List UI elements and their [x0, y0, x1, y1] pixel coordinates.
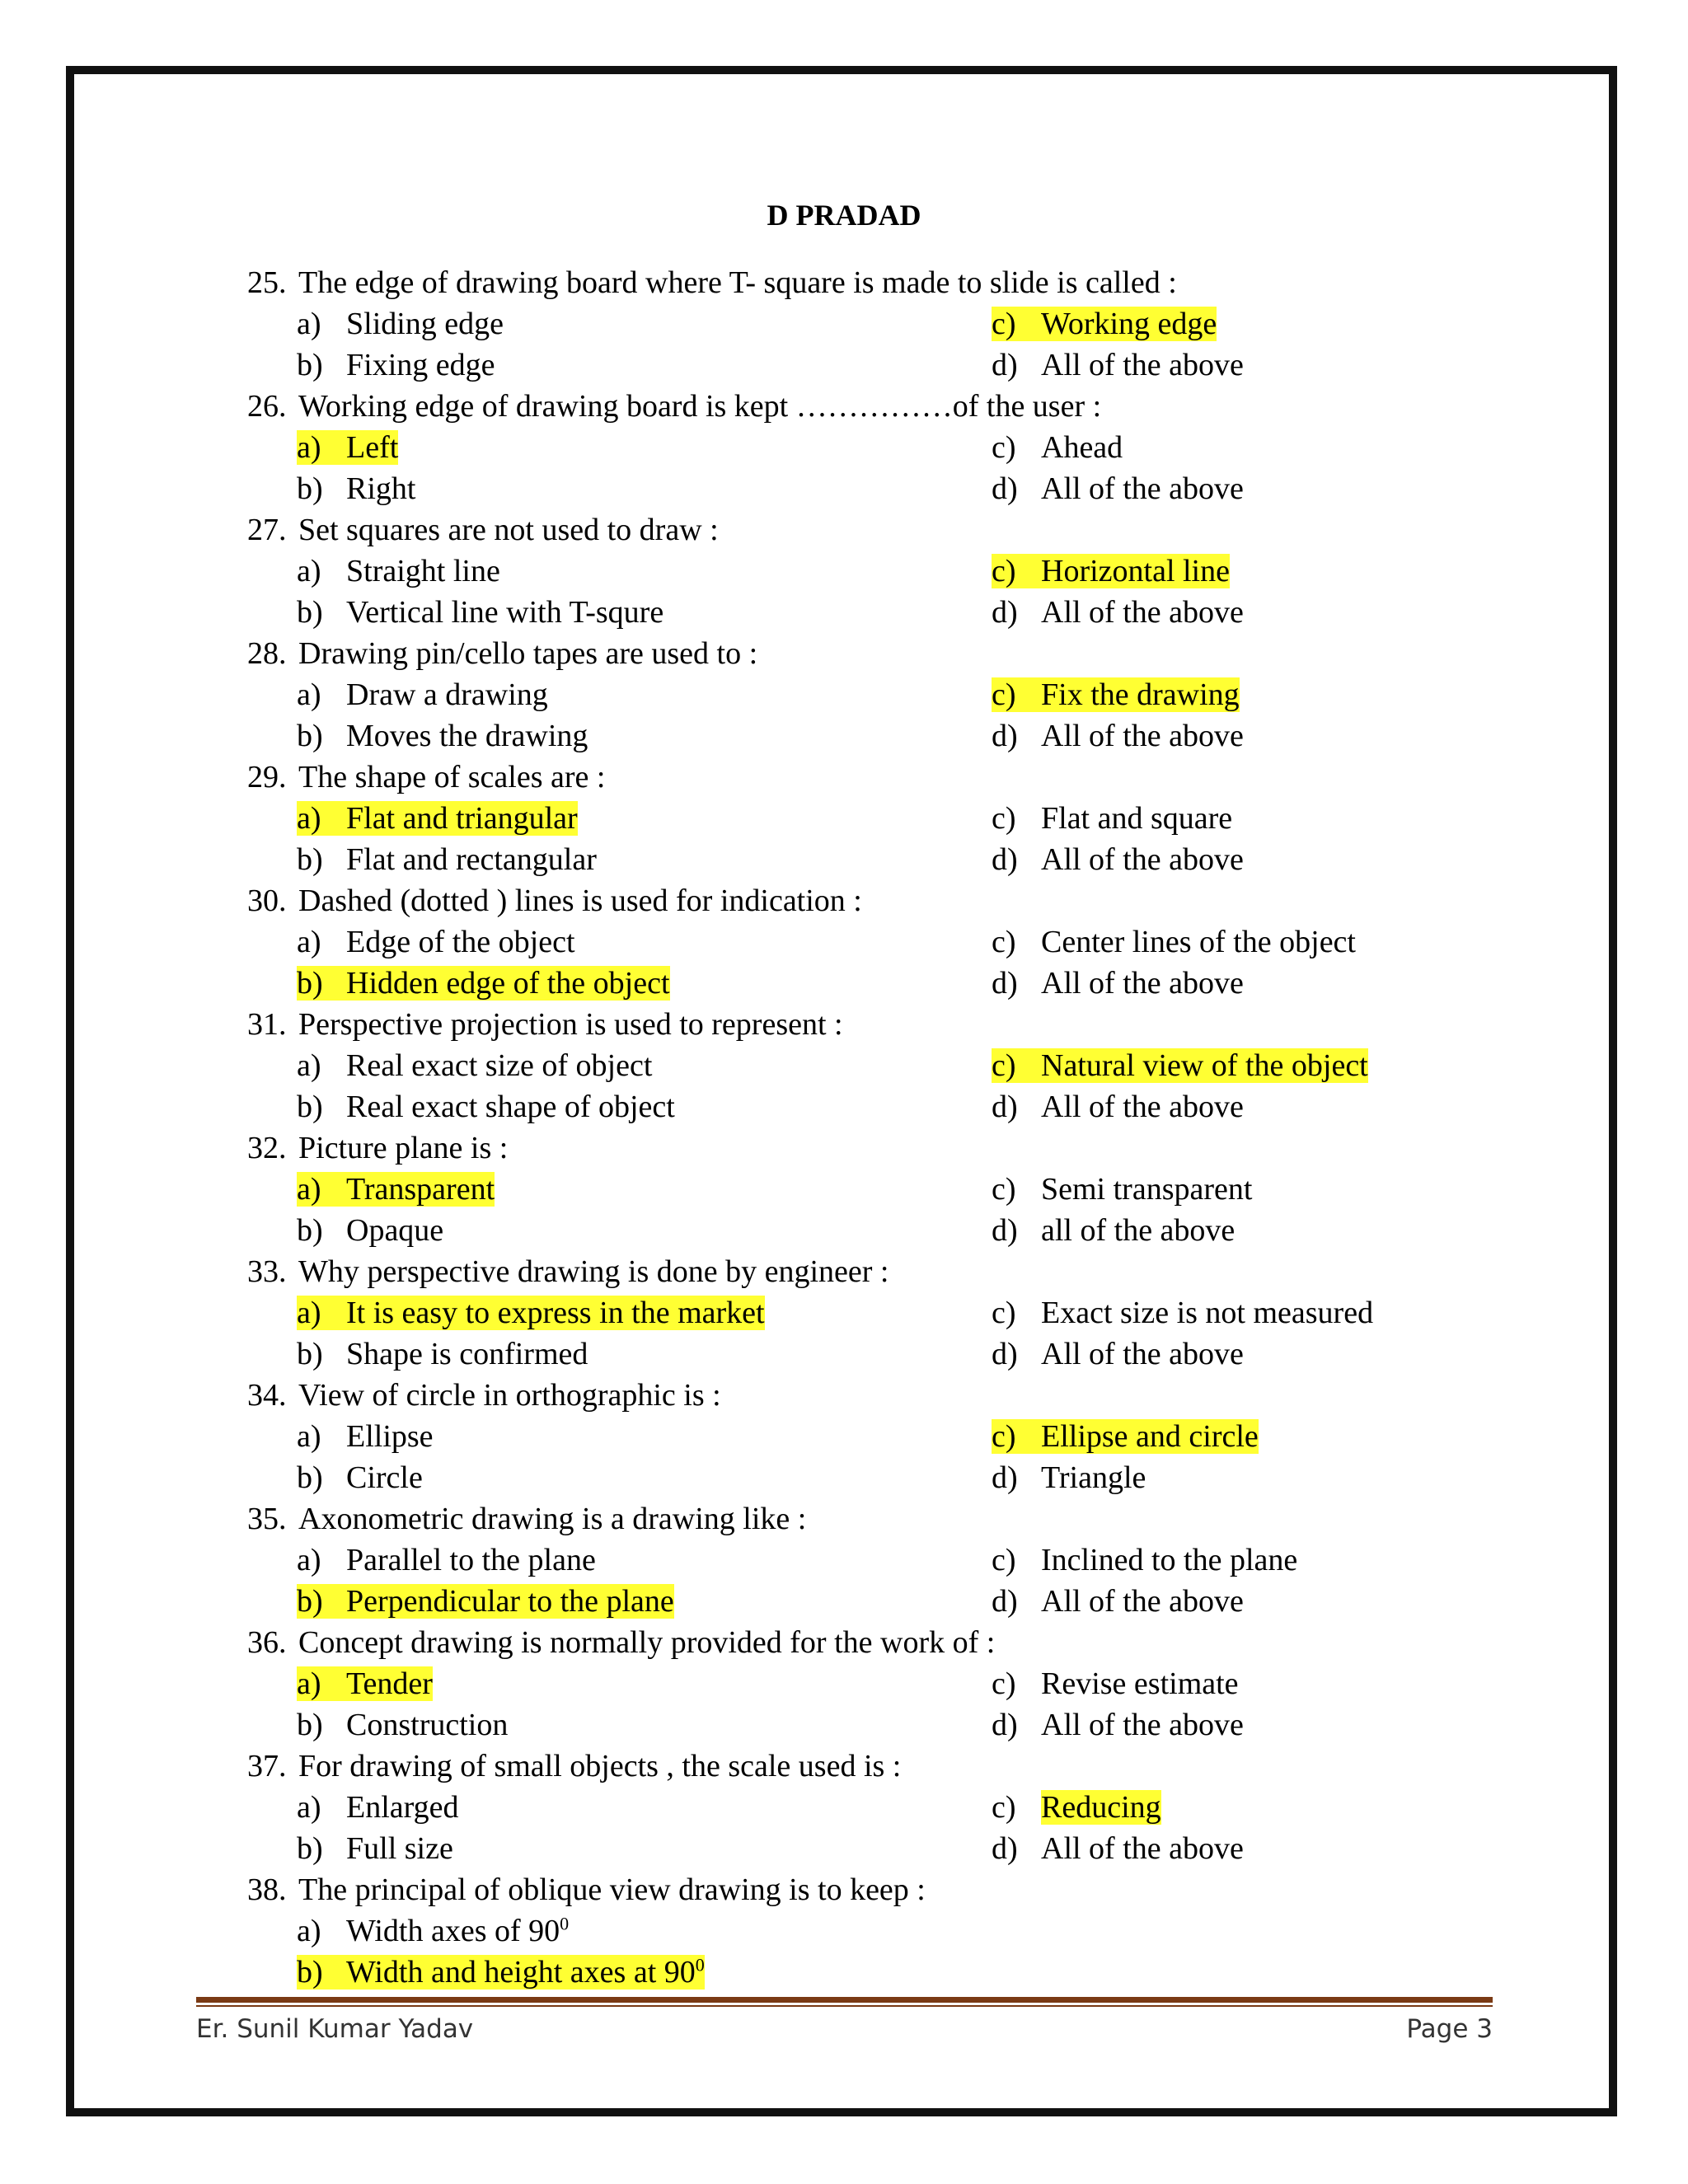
- option-letter: b): [297, 1090, 323, 1124]
- question-number: 34.: [247, 1378, 287, 1413]
- question-29: [247, 757, 1484, 798]
- option-text: Flat and rectangular: [346, 842, 597, 877]
- option-c: [992, 798, 1232, 839]
- option-letter: b): [297, 1831, 323, 1866]
- option-letter: c): [992, 1666, 1016, 1701]
- question-33: [247, 1251, 1484, 1292]
- option-d: [992, 1581, 1244, 1622]
- option-row: [247, 1292, 1484, 1333]
- option-b: [297, 344, 495, 386]
- option-letter: b): [297, 1337, 323, 1371]
- option-letter: b): [297, 1584, 323, 1619]
- question-34: [247, 1375, 1484, 1416]
- option-text: All of the above: [1041, 1831, 1244, 1866]
- option-row: [247, 1210, 1484, 1251]
- option-row: [247, 1663, 1484, 1704]
- option-c: [992, 427, 1123, 468]
- question-38: [247, 1869, 1484, 1910]
- question-number: 31.: [247, 1007, 287, 1042]
- option-row: [247, 715, 1484, 757]
- question-35: [247, 1498, 1484, 1540]
- option-c: [992, 1416, 1259, 1457]
- question-text: Concept drawing is normally provided for the work of :: [298, 1625, 996, 1660]
- option-letter: b): [297, 1708, 323, 1742]
- question-32: [247, 1127, 1484, 1169]
- question-text: For drawing of small objects , the scale used is :: [298, 1749, 902, 1783]
- option-letter: d): [992, 842, 1018, 877]
- option-d: [992, 1086, 1244, 1127]
- option-letter: c): [992, 554, 1016, 588]
- option-d: [992, 1333, 1244, 1375]
- option-text: Moves the drawing: [346, 719, 588, 753]
- option-b: [297, 1086, 675, 1127]
- answer-text: Working edge: [1041, 307, 1217, 341]
- option-b: [297, 468, 415, 509]
- question-number: 36.: [247, 1625, 287, 1660]
- option-letter: c): [992, 1419, 1016, 1454]
- option-letter: a): [297, 801, 321, 836]
- answer-text: Flat and triangular: [346, 801, 578, 836]
- option-letter: d): [992, 966, 1018, 1001]
- option-text: Flat and square: [1041, 801, 1233, 836]
- option-letter: a): [297, 430, 321, 465]
- option-letter: c): [992, 1296, 1016, 1330]
- option-text: Edge of the object: [346, 925, 575, 959]
- answer-text: Width and height axes at 90: [346, 1955, 696, 1990]
- question-28: [247, 633, 1484, 674]
- answer-text: Reducing: [1041, 1790, 1161, 1825]
- option-text: Construction: [346, 1708, 509, 1742]
- option-text: Vertical line with T-squre: [346, 595, 664, 630]
- option-row: [247, 1704, 1484, 1746]
- page-heading: D PRADAD: [767, 199, 921, 232]
- question-text: Perspective projection is used to represent :: [298, 1007, 843, 1042]
- option-text: Straight line: [346, 554, 500, 588]
- option-row: [247, 674, 1484, 715]
- option-a: [297, 1787, 458, 1828]
- answer-text: Fix the drawing: [1041, 677, 1240, 712]
- answer-text: Tender: [346, 1666, 433, 1701]
- option-letter: b): [297, 1460, 323, 1495]
- question-text: Set squares are not used to draw :: [298, 513, 719, 547]
- footer-divider: [196, 1997, 1493, 2003]
- option-letter: a): [297, 1543, 321, 1577]
- question-number: 38.: [247, 1872, 287, 1907]
- option-d: [992, 1828, 1244, 1869]
- option-b: [297, 1828, 453, 1869]
- option-letter: b): [297, 1213, 323, 1248]
- option-text: Triangle: [1041, 1460, 1146, 1495]
- option-letter: c): [992, 1048, 1016, 1083]
- question-36: [247, 1622, 1484, 1663]
- option-letter: d): [992, 719, 1018, 753]
- option-letter: d): [992, 1460, 1018, 1495]
- option-letter: c): [992, 677, 1016, 712]
- question-text: Why perspective drawing is done by engineer :: [298, 1254, 889, 1289]
- option-b: [297, 1333, 588, 1375]
- option-letter: c): [992, 307, 1016, 341]
- option-a: [297, 1540, 596, 1581]
- option-letter: a): [297, 925, 321, 959]
- option-letter: b): [297, 595, 323, 630]
- option-a: [297, 674, 548, 715]
- question-text: The principal of oblique view drawing is to keep :: [298, 1872, 926, 1907]
- answer-text: Hidden edge of the object: [346, 966, 670, 1001]
- question-text: Axonometric drawing is a drawing like :: [298, 1502, 807, 1536]
- option-letter: a): [297, 1172, 321, 1207]
- answer-text: Transparent: [346, 1172, 495, 1207]
- option-text: Draw a drawing: [346, 677, 548, 712]
- option-text: All of the above: [1041, 842, 1244, 877]
- option-text: All of the above: [1041, 1584, 1244, 1619]
- option-d: [992, 344, 1244, 386]
- option-text: Parallel to the plane: [346, 1543, 596, 1577]
- option-c: [992, 674, 1240, 715]
- answer-text: It is easy to express in the market: [346, 1296, 765, 1330]
- question-30: [247, 880, 1484, 921]
- question-31: [247, 1004, 1484, 1045]
- option-a: [297, 427, 398, 468]
- superscript: 0: [560, 1913, 570, 1934]
- option-b: [297, 963, 670, 1004]
- option-text: Right: [346, 471, 416, 506]
- option-text: Center lines of the object: [1041, 925, 1356, 959]
- option-letter: a): [297, 1914, 321, 1948]
- option-d: [992, 1457, 1146, 1498]
- option-text: All of the above: [1041, 719, 1244, 753]
- option-row: [247, 427, 1484, 468]
- option-letter: b): [297, 966, 323, 1001]
- option-text: Real exact size of object: [346, 1048, 653, 1083]
- option-a: [297, 1416, 434, 1457]
- option-text: Ahead: [1041, 430, 1123, 465]
- option-c: [992, 1663, 1239, 1704]
- option-text: Sliding edge: [346, 307, 504, 341]
- option-text: Full size: [346, 1831, 453, 1866]
- option-b: [297, 1952, 705, 1993]
- option-a: [297, 1910, 569, 1952]
- option-a: [297, 1169, 495, 1210]
- option-letter: c): [992, 430, 1016, 465]
- option-text: Shape is confirmed: [346, 1337, 588, 1371]
- footer-author: Er. Sunil Kumar Yadav: [196, 2014, 474, 2044]
- option-text: All of the above: [1041, 1708, 1244, 1742]
- option-text: Real exact shape of object: [346, 1090, 675, 1124]
- option-letter: d): [992, 348, 1018, 382]
- option-row: [247, 1457, 1484, 1498]
- question-number: 35.: [247, 1502, 287, 1536]
- option-row: [247, 1787, 1484, 1828]
- option-letter: b): [297, 1955, 323, 1990]
- option-b: [297, 1581, 674, 1622]
- option-text: All of the above: [1041, 1090, 1244, 1124]
- option-b: [297, 839, 597, 880]
- question-number: 32.: [247, 1131, 287, 1165]
- option-c: [992, 921, 1356, 963]
- option-text: Enlarged: [346, 1790, 459, 1825]
- question-list: [247, 262, 1484, 1993]
- option-letter: c): [992, 925, 1016, 959]
- option-a: [297, 1292, 765, 1333]
- option-letter: a): [297, 677, 321, 712]
- option-b: [297, 592, 663, 633]
- option-row: [247, 839, 1484, 880]
- option-letter: c): [992, 1790, 1016, 1825]
- option-a: [297, 551, 500, 592]
- question-number: 27.: [247, 513, 287, 547]
- option-letter: a): [297, 1419, 321, 1454]
- question-text: Working edge of drawing board is kept ……………of the user :: [298, 389, 1102, 424]
- option-letter: c): [992, 801, 1016, 836]
- option-d: [992, 468, 1244, 509]
- option-text: Ellipse: [346, 1419, 434, 1454]
- option-letter: d): [992, 1584, 1018, 1619]
- option-text: all of the above: [1041, 1213, 1236, 1248]
- question-number: 28.: [247, 636, 287, 671]
- option-letter: b): [297, 471, 323, 506]
- option-row: [247, 963, 1484, 1004]
- option-letter: b): [297, 719, 323, 753]
- option-c: [992, 1292, 1373, 1333]
- option-c: [992, 1169, 1252, 1210]
- answer-text: Natural view of the object: [1041, 1048, 1368, 1083]
- option-c: [992, 551, 1230, 592]
- option-letter: b): [297, 348, 323, 382]
- footer-divider-thin: [196, 2005, 1493, 2007]
- option-a: [297, 303, 504, 344]
- option-row: [247, 1828, 1484, 1869]
- option-text: Inclined to the plane: [1041, 1543, 1298, 1577]
- option-letter: a): [297, 554, 321, 588]
- question-text: View of circle in orthographic is :: [298, 1378, 721, 1413]
- option-text: All of the above: [1041, 1337, 1244, 1371]
- option-row: [247, 921, 1484, 963]
- option-letter: a): [297, 1048, 321, 1083]
- option-d: [992, 715, 1244, 757]
- option-letter: c): [992, 1172, 1016, 1207]
- option-row: [247, 1540, 1484, 1581]
- option-text: All of the above: [1041, 595, 1244, 630]
- question-text: The edge of drawing board where T- square is made to slide is called :: [298, 265, 1177, 300]
- question-number: 26.: [247, 389, 287, 424]
- option-a: [297, 1663, 433, 1704]
- option-a: [297, 1045, 652, 1086]
- question-text: Picture plane is :: [298, 1131, 509, 1165]
- answer-text: Ellipse and circle: [1041, 1419, 1259, 1454]
- option-c: [992, 1540, 1297, 1581]
- option-row: [247, 1333, 1484, 1375]
- option-row: [247, 1581, 1484, 1622]
- option-letter: b): [297, 842, 323, 877]
- option-text: Semi transparent: [1041, 1172, 1253, 1207]
- option-letter: c): [992, 1543, 1016, 1577]
- option-letter: d): [992, 595, 1018, 630]
- option-b: [297, 1704, 508, 1746]
- option-letter: d): [992, 471, 1018, 506]
- option-text: All of the above: [1041, 966, 1244, 1001]
- option-row: [247, 1952, 1484, 1993]
- question-25: [247, 262, 1484, 303]
- option-a: [297, 921, 575, 963]
- option-letter: d): [992, 1213, 1018, 1248]
- option-row: [247, 1910, 1484, 1952]
- option-row: [247, 592, 1484, 633]
- question-number: 30.: [247, 883, 287, 918]
- option-row: [247, 1416, 1484, 1457]
- option-row: [247, 1086, 1484, 1127]
- option-row: [247, 1045, 1484, 1086]
- option-letter: d): [992, 1708, 1018, 1742]
- option-letter: d): [992, 1090, 1018, 1124]
- option-row: [247, 1169, 1484, 1210]
- option-d: [992, 963, 1244, 1004]
- option-b: [297, 715, 588, 757]
- option-letter: a): [297, 307, 321, 341]
- footer-page-number: Page 3: [1406, 2014, 1493, 2044]
- option-text: All of the above: [1041, 348, 1244, 382]
- option-letter: d): [992, 1831, 1018, 1866]
- option-text: Width axes of 90: [346, 1914, 560, 1948]
- option-c: [992, 303, 1217, 344]
- option-text: Opaque: [346, 1213, 444, 1248]
- option-row: [247, 468, 1484, 509]
- question-text: The shape of scales are :: [298, 760, 606, 794]
- question-text: Dashed (dotted ) lines is used for indication :: [298, 883, 862, 918]
- option-a: [297, 798, 578, 839]
- option-row: [247, 303, 1484, 344]
- option-text: Revise estimate: [1041, 1666, 1239, 1701]
- option-text: Fixing edge: [346, 348, 495, 382]
- superscript: 0: [695, 1954, 705, 1975]
- option-text: Exact size is not measured: [1041, 1296, 1374, 1330]
- option-c: [992, 1045, 1368, 1086]
- option-letter: a): [297, 1296, 321, 1330]
- question-number: 33.: [247, 1254, 287, 1289]
- option-c: [992, 1787, 1161, 1828]
- question-number: 29.: [247, 760, 287, 794]
- option-b: [297, 1210, 443, 1251]
- option-d: [992, 1210, 1235, 1251]
- answer-text: Perpendicular to the plane: [346, 1584, 674, 1619]
- option-b: [297, 1457, 423, 1498]
- option-letter: d): [992, 1337, 1018, 1371]
- option-d: [992, 1704, 1244, 1746]
- option-letter: a): [297, 1666, 321, 1701]
- question-text: Drawing pin/cello tapes are used to :: [298, 636, 758, 671]
- option-text: All of the above: [1041, 471, 1244, 506]
- option-text: Circle: [346, 1460, 423, 1495]
- option-row: [247, 344, 1484, 386]
- question-37: [247, 1746, 1484, 1787]
- answer-text: Horizontal line: [1041, 554, 1230, 588]
- option-letter: a): [297, 1790, 321, 1825]
- option-row: [247, 551, 1484, 592]
- question-number: 37.: [247, 1749, 287, 1783]
- question-26: [247, 386, 1484, 427]
- option-d: [992, 592, 1244, 633]
- answer-text: Left: [346, 430, 399, 465]
- option-d: [992, 839, 1244, 880]
- question-number: 25.: [247, 265, 287, 300]
- option-row: [247, 798, 1484, 839]
- question-27: [247, 509, 1484, 551]
